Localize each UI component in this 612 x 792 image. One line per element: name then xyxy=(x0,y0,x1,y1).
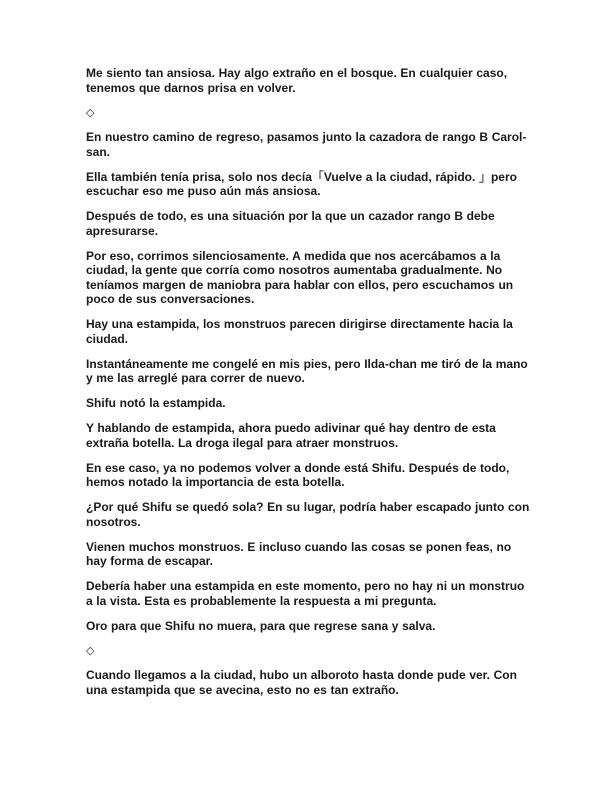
paragraph-5: Por eso, corrimos silenciosamente. A medida que nos acercábamos a la ciudad, la gente que corría como nosotros aumentaba gradualmente. No teníamos margen de maniobra para hablar con ellos, pero escuchamos un poco de sus conversaciones. xyxy=(86,248,514,306)
document-page xyxy=(86,66,530,708)
paragraph-12: Vienen muchos monstruos. E incluso cuando las cosas se ponen feas, no hay forma de escapar. xyxy=(86,539,512,568)
paragraph-14: Oro para que Shifu no muera, para que regrese sana y salva. xyxy=(86,618,436,633)
paragraph-8: Shifu notó la estampida. xyxy=(86,396,226,410)
paragraph-7: Instantáneamente me congelé en mis pies, pero Ilda-chan me tiró de la mano y me las arreglé para correr de nuevo. xyxy=(86,356,528,385)
scene-separator-2: ◇ xyxy=(86,643,95,657)
paragraph-6: Hay una estampida, los monstruos parecen dirigirse directamente hacia la ciudad. xyxy=(86,317,513,346)
paragraph-9: Y hablando de estampida, ahora puedo adivinar qué hay dentro de esta extraña botella. La droga ilegal para atraer monstruos. xyxy=(86,421,496,450)
scene-separator-1: ◇ xyxy=(86,105,95,119)
paragraph-13: Debería haber una estampida en este momento, pero no hay ni un monstruo a la vista. Esta es probablemente la respuesta a mi pregunta. xyxy=(86,579,525,608)
paragraph-4: Después de todo, es una situación por la que un cazador rango B debe apresurarse. xyxy=(86,209,495,238)
paragraph-2: En nuestro camino de regreso, pasamos junto la cazadora de rango B Carol-san. xyxy=(86,130,527,159)
paragraph-10: En ese caso, ya no podemos volver a donde está Shifu. Después de todo, hemos notado la importancia de esta botella. xyxy=(86,460,510,489)
paragraph-11: ¿Por qué Shifu se quedó sola? En su lugar, podría haber escapado junto con nosotros. xyxy=(86,500,530,529)
paragraph-15: Cuando llegamos a la ciudad, hubo un alboroto hasta donde pude ver. Con una estampida que se avecina, esto no es tan extraño. xyxy=(86,668,517,697)
paragraph-3: Ella también tenía prisa, solo nos decía「Vuelve a la ciudad, rápido. 」pero escuchar eso me puso aún más ansiosa. xyxy=(86,169,517,198)
paragraph-1: Me siento tan ansiosa. Hay algo extraño en el bosque. En cualquier caso, tenemos que darnos prisa en volver. xyxy=(86,66,508,95)
